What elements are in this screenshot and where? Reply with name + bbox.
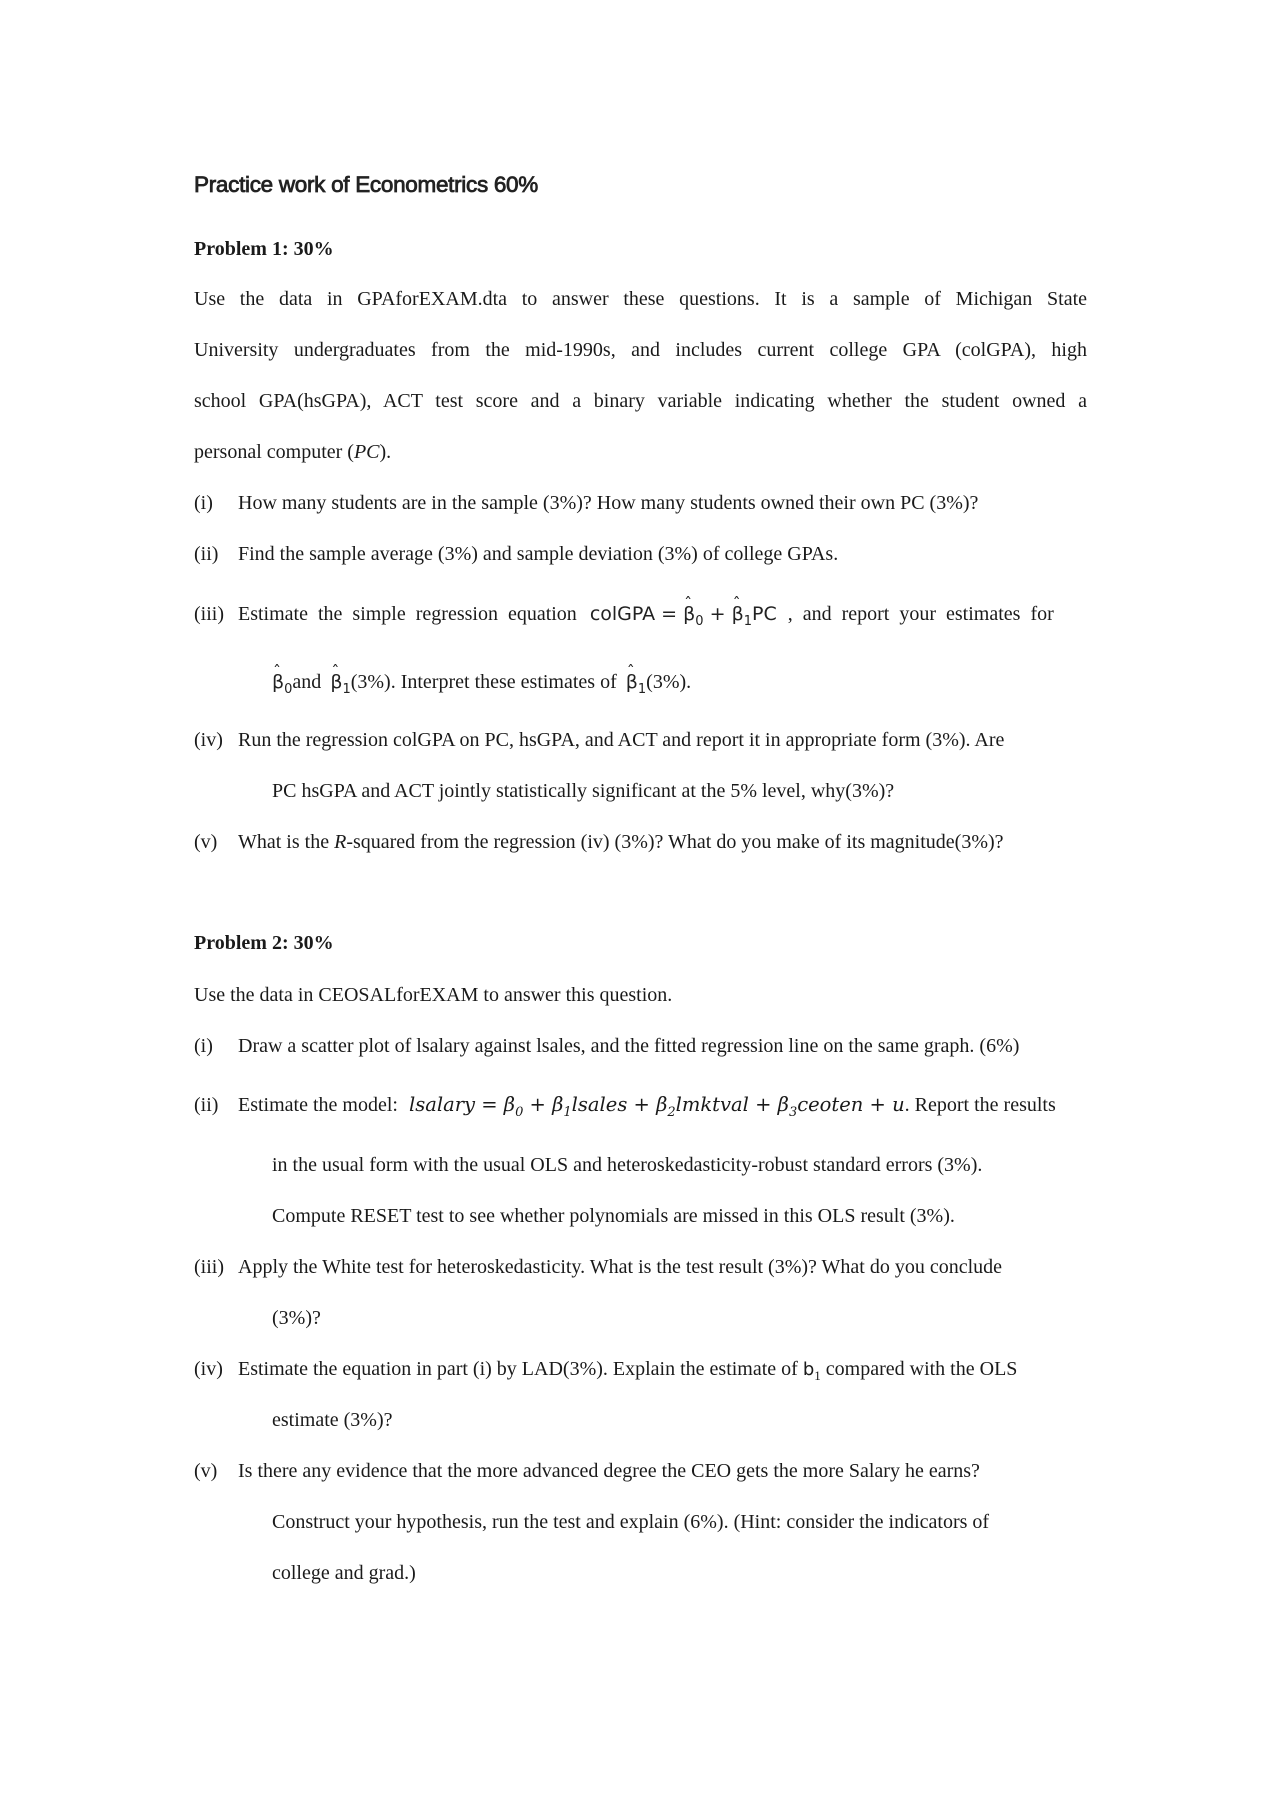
p2-item-ii: (ii) Estimate the model: lsalary = $\beta_0$ + $\beta_1lsales$ + $\beta_2lmktval$ + $\beta_3ceoten + u$. Report the results — [194, 1093, 1056, 1120]
problem-2-intro: Use the data in CEOSALforEXAM to answer this question. — [194, 984, 673, 1006]
p1-item-iv: (iv) Run the regression colGPA on PC, hsGPA, and ACT and report it in appropriate form (3%). Are — [194, 729, 1005, 751]
problem-1-intro-line-3: school GPA(hsGPA), ACT test score and a binary variable indicating whether the student owned a — [194, 390, 1087, 412]
p2-item-v-line-2: Construct your hypothesis, run the test and explain (6%). (Hint: consider the indicators of — [272, 1511, 990, 1533]
p2-item-ii-line-3: Compute RESET test to see whether polynomials are missed in this OLS result (3%). — [272, 1205, 955, 1227]
p2-item-iii: (iii) Apply the White test for heteroskedasticity. What is the test result (3%)? What do you conclude — [194, 1256, 1003, 1278]
problem-1-intro-line-1: Use the data in GPAforEXAM.dta to answer these questions. It is a sample of Michigan State — [194, 288, 1087, 310]
problem-2-heading: Problem 2: 30% — [194, 932, 334, 954]
p2-model-equation: lsalary = $\beta_0$ + $\beta_1lsales$ + $\beta_2lmktval$ + $\beta_3ceoten + u$ — [408, 1093, 905, 1120]
p2-item-iv-line-2: estimate (3%)? — [272, 1409, 393, 1431]
p1-item-iii-continuation: ˆ $\beta_0and$ ˆ $\beta_1(3\%)$. Interpret these estimates of ˆ $\beta_1(3\%)$. — [272, 670, 691, 702]
problem-1-intro-line-2: University undergraduates from the mid-1990s, and includes current college GPA (colGPA), high — [194, 339, 1087, 361]
problem-1-intro-line-4: personal computer (PC). — [194, 441, 392, 463]
p1-item-iv-line-2: PC hsGPA and ACT jointly statistically significant at the 5% level, why(3%)? — [272, 780, 895, 802]
p2-item-ii-line-2: in the usual form with the usual OLS and heteroskedasticity-robust standard errors (3%). — [272, 1154, 983, 1176]
p1-item-v: (v) What is the R-squared from the regression (iv) (3%)? What do you make of its magnitude(3%)? — [194, 831, 1004, 853]
p2-item-i: (i) Draw a scatter plot of lsalary against lsales, and the fitted regression line on the same graph. (6%) — [194, 1035, 1020, 1057]
p1-simple-regression-equation: colGPA = ˆ $\beta_0$ + ˆ $\beta_1PC$ — [590, 603, 777, 625]
p2-item-iii-line-2: (3%)? — [272, 1307, 321, 1329]
document-title: Practice work of Econometrics 60% — [194, 172, 538, 197]
p2-item-v: (v) Is there any evidence that the more advanced degree the CEO gets the more Salary he earns? — [194, 1460, 980, 1482]
p2-item-v-line-3: college and grad.) — [272, 1562, 416, 1584]
p1-item-iii: (iii) Estimate the simple regression equation colGPA = ˆ $\beta_0$ + ˆ $\beta_1PC$ , and report your estimates for — [194, 602, 1087, 634]
p2-item-iv: (iv) Estimate the equation in part (i) by LAD(3%). Explain the estimate of $b_1$ compared with the OLS — [194, 1358, 1018, 1383]
problem-1-heading: Problem 1: 30% — [194, 238, 334, 260]
p1-item-ii: (ii) Find the sample average (3%) and sample deviation (3%) of college GPAs. — [194, 543, 839, 565]
p1-item-i: (i) How many students are in the sample (3%)? How many students owned their own PC (3%)? — [194, 492, 979, 514]
